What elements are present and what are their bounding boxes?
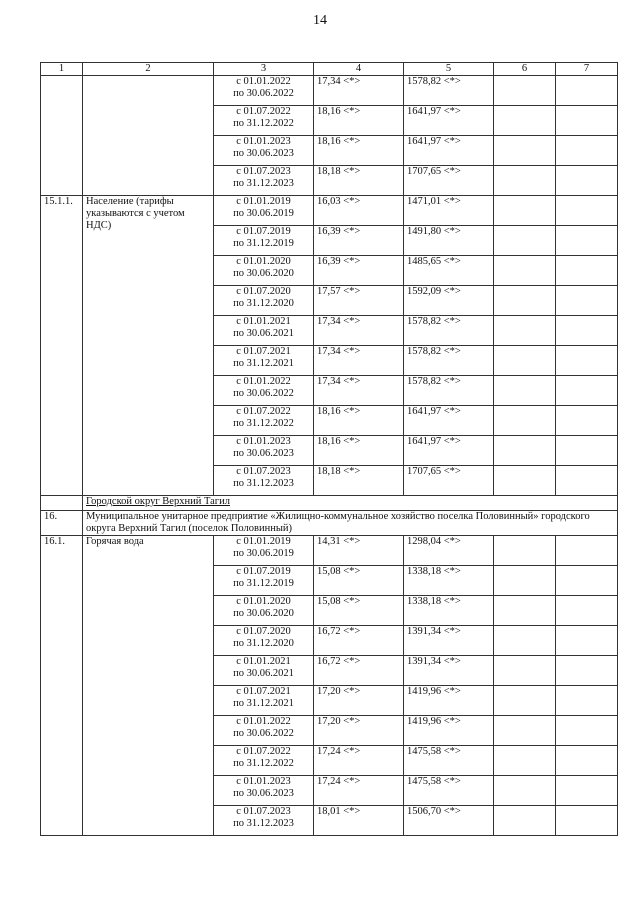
- period-cell: [214, 626, 314, 656]
- empty-number-cell: [41, 496, 83, 511]
- tariff-value-col5: 1641,97 <*>: [404, 106, 494, 136]
- empty-cell-col7: [556, 566, 618, 596]
- period-to: по 30.06.2021: [233, 328, 294, 339]
- tariff-value-col5: 1578,82 <*>: [404, 76, 494, 106]
- tariff-value-col4: 17,20 <*>: [314, 716, 404, 746]
- tariff-value-col4: 17,34 <*>: [314, 346, 404, 376]
- empty-cell-col6: [494, 656, 556, 686]
- period-from: с 01.01.2022: [236, 716, 291, 727]
- period-cell: [214, 376, 314, 406]
- empty-cell-col6: [494, 106, 556, 136]
- page-number: 14: [313, 13, 327, 28]
- period-cell: [214, 686, 314, 716]
- empty-cell-col6: [494, 536, 556, 566]
- tariff-value-col5: 1491,80 <*>: [404, 226, 494, 256]
- empty-cell-col7: [556, 436, 618, 466]
- tariff-value-col5: 1641,97 <*>: [404, 436, 494, 466]
- column-header: 4: [314, 63, 404, 76]
- period-to: по 31.12.2021: [233, 358, 294, 369]
- period-cell: [214, 596, 314, 626]
- period-to: по 31.12.2019: [233, 238, 294, 249]
- period-cell: [214, 256, 314, 286]
- empty-cell-col6: [494, 566, 556, 596]
- period-from: с 01.01.2020: [236, 596, 291, 607]
- column-header: 5: [404, 63, 494, 76]
- empty-cell-col7: [556, 536, 618, 566]
- period-from: с 01.07.2023: [236, 466, 291, 477]
- period-from: с 01.07.2022: [236, 106, 291, 117]
- tariff-value-col4: 17,57 <*>: [314, 286, 404, 316]
- table-row: [41, 196, 618, 226]
- tariff-value-col4: 18,16 <*>: [314, 436, 404, 466]
- period-from: с 01.01.2022: [236, 376, 291, 387]
- tariff-value-col4: 15,08 <*>: [314, 566, 404, 596]
- empty-cell-col6: [494, 286, 556, 316]
- period-to: по 31.12.2020: [233, 298, 294, 309]
- period-from: с 01.07.2019: [236, 226, 291, 237]
- empty-cell-col7: [556, 226, 618, 256]
- tariff-value-col5: 1506,70 <*>: [404, 806, 494, 836]
- period-from: с 01.07.2023: [236, 806, 291, 817]
- tariff-value-col4: 17,24 <*>: [314, 776, 404, 806]
- period-from: с 01.07.2023: [236, 166, 291, 177]
- period-cell: [214, 106, 314, 136]
- tariff-value-col5: 1298,04 <*>: [404, 536, 494, 566]
- tariff-value-col4: 18,01 <*>: [314, 806, 404, 836]
- tariff-table: [40, 62, 618, 836]
- tariff-value-col5: 1641,97 <*>: [404, 406, 494, 436]
- tariff-value-col5: 1592,09 <*>: [404, 286, 494, 316]
- period-from: с 01.01.2021: [236, 656, 291, 667]
- period-from: с 01.01.2022: [236, 76, 291, 87]
- empty-cell-col7: [556, 406, 618, 436]
- period-to: по 30.06.2021: [233, 668, 294, 679]
- tariff-value-col4: 17,34 <*>: [314, 316, 404, 346]
- tariff-value-col4: 18,18 <*>: [314, 466, 404, 496]
- empty-cell-col7: [556, 106, 618, 136]
- period-to: по 30.06.2023: [233, 448, 294, 459]
- period-to: по 30.06.2022: [233, 388, 294, 399]
- period-cell: [214, 286, 314, 316]
- tariff-value-col5: 1475,58 <*>: [404, 746, 494, 776]
- period-to: по 31.12.2022: [233, 418, 294, 429]
- section-title: Городской округ Верхний Тагил: [83, 496, 618, 511]
- period-cell: [214, 76, 314, 106]
- empty-cell-col6: [494, 316, 556, 346]
- period-cell: [214, 746, 314, 776]
- column-header: 1: [41, 63, 83, 76]
- empty-cell-col7: [556, 316, 618, 346]
- period-from: с 01.01.2021: [236, 316, 291, 327]
- period-from: с 01.07.2022: [236, 406, 291, 417]
- empty-cell-col6: [494, 596, 556, 626]
- tariff-value-col5: 1641,97 <*>: [404, 136, 494, 166]
- empty-cell-col7: [556, 686, 618, 716]
- period-cell: [214, 566, 314, 596]
- period-to: по 31.12.2021: [233, 698, 294, 709]
- empty-cell-col6: [494, 136, 556, 166]
- period-from: с 01.01.2023: [236, 136, 291, 147]
- empty-cell-col7: [556, 346, 618, 376]
- period-from: с 01.07.2022: [236, 746, 291, 757]
- organization-row: [41, 511, 618, 536]
- tariff-value-col4: 16,72 <*>: [314, 656, 404, 686]
- empty-cell-col6: [494, 686, 556, 716]
- period-to: по 31.12.2019: [233, 578, 294, 589]
- period-from: с 01.01.2019: [236, 536, 291, 547]
- period-to: по 31.12.2022: [233, 758, 294, 769]
- tariff-value-col5: 1338,18 <*>: [404, 596, 494, 626]
- column-header: 6: [494, 63, 556, 76]
- period-from: с 01.01.2023: [236, 436, 291, 447]
- organization-name: Муниципальное унитарное предприятие «Жилищно-коммунальное хозяйство поселка Половинный» городского округа Верхний Тагил (поселок Половинный): [83, 511, 618, 536]
- period-cell: [214, 346, 314, 376]
- period-from: с 01.01.2023: [236, 776, 291, 787]
- tariff-value-col4: 18,16 <*>: [314, 406, 404, 436]
- tariff-value-col4: 16,72 <*>: [314, 626, 404, 656]
- period-to: по 30.06.2022: [233, 728, 294, 739]
- empty-cell-col6: [494, 376, 556, 406]
- period-from: с 01.07.2020: [236, 286, 291, 297]
- tariff-value-col5: 1475,58 <*>: [404, 776, 494, 806]
- period-from: с 01.07.2021: [236, 686, 291, 697]
- period-cell: [214, 716, 314, 746]
- tariff-value-col4: 17,34 <*>: [314, 376, 404, 406]
- empty-cell-col6: [494, 436, 556, 466]
- empty-cell-col6: [494, 76, 556, 106]
- column-header: 2: [83, 63, 214, 76]
- period-from: с 01.07.2019: [236, 566, 291, 577]
- empty-cell-col6: [494, 406, 556, 436]
- tariff-value-col5: 1578,82 <*>: [404, 346, 494, 376]
- empty-cell-col6: [494, 716, 556, 746]
- empty-cell-col7: [556, 166, 618, 196]
- period-cell: [214, 536, 314, 566]
- empty-cell-col6: [494, 776, 556, 806]
- empty-cell-col7: [556, 256, 618, 286]
- empty-cell-col7: [556, 466, 618, 496]
- tariff-value-col5: 1707,65 <*>: [404, 166, 494, 196]
- empty-cell-col7: [556, 746, 618, 776]
- period-to: по 30.06.2022: [233, 88, 294, 99]
- column-header: 7: [556, 63, 618, 76]
- period-to: по 30.06.2019: [233, 208, 294, 219]
- empty-cell-col6: [494, 346, 556, 376]
- period-from: с 01.07.2020: [236, 626, 291, 637]
- period-cell: [214, 406, 314, 436]
- tariff-value-col5: 1707,65 <*>: [404, 466, 494, 496]
- period-cell: [214, 226, 314, 256]
- period-to: по 30.06.2023: [233, 788, 294, 799]
- tariff-value-col5: 1391,34 <*>: [404, 656, 494, 686]
- period-to: по 31.12.2022: [233, 118, 294, 129]
- empty-cell-col6: [494, 226, 556, 256]
- tariff-value-col5: 1485,65 <*>: [404, 256, 494, 286]
- period-from: с 01.07.2021: [236, 346, 291, 357]
- empty-cell-col7: [556, 776, 618, 806]
- table-row: [41, 536, 618, 566]
- period-to: по 31.12.2023: [233, 178, 294, 189]
- tariff-value-col5: 1419,96 <*>: [404, 716, 494, 746]
- period-cell: [214, 196, 314, 226]
- period-cell: [214, 806, 314, 836]
- tariff-value-col4: 17,34 <*>: [314, 76, 404, 106]
- empty-number-cell: [41, 76, 83, 196]
- empty-cell-col6: [494, 256, 556, 286]
- empty-cell-col7: [556, 196, 618, 226]
- empty-cell-col7: [556, 656, 618, 686]
- empty-cell-col6: [494, 806, 556, 836]
- empty-cell-col6: [494, 626, 556, 656]
- period-to: по 30.06.2020: [233, 608, 294, 619]
- tariff-value-col4: 16,03 <*>: [314, 196, 404, 226]
- period-to: по 30.06.2023: [233, 148, 294, 159]
- period-to: по 31.12.2023: [233, 818, 294, 829]
- empty-cell-col7: [556, 806, 618, 836]
- empty-cell-col7: [556, 626, 618, 656]
- period-cell: [214, 436, 314, 466]
- empty-cell-col6: [494, 166, 556, 196]
- empty-cell-col6: [494, 746, 556, 776]
- period-cell: [214, 776, 314, 806]
- row-name: Население (тарифы указываются с учетом НДС): [83, 196, 214, 496]
- row-number: 15.1.1.: [41, 196, 83, 496]
- empty-cell-col7: [556, 596, 618, 626]
- row-number: 16.: [41, 511, 83, 536]
- column-header-row: [41, 63, 618, 76]
- empty-cell-col7: [556, 136, 618, 166]
- tariff-value-col4: 17,24 <*>: [314, 746, 404, 776]
- empty-cell-col7: [556, 286, 618, 316]
- period-cell: [214, 166, 314, 196]
- tariff-value-col4: 17,20 <*>: [314, 686, 404, 716]
- table-row: [41, 76, 618, 106]
- tariff-value-col4: 16,39 <*>: [314, 256, 404, 286]
- tariff-value-col5: 1578,82 <*>: [404, 376, 494, 406]
- period-to: по 31.12.2023: [233, 478, 294, 489]
- period-to: по 30.06.2020: [233, 268, 294, 279]
- tariff-value-col5: 1419,96 <*>: [404, 686, 494, 716]
- empty-cell-col7: [556, 76, 618, 106]
- section-title-row: [41, 496, 618, 511]
- column-header: 3: [214, 63, 314, 76]
- tariff-value-col5: 1578,82 <*>: [404, 316, 494, 346]
- empty-name-cell: [83, 76, 214, 196]
- period-from: с 01.01.2019: [236, 196, 291, 207]
- tariff-value-col5: 1471,01 <*>: [404, 196, 494, 226]
- row-number: 16.1.: [41, 536, 83, 836]
- row-name: Горячая вода: [83, 536, 214, 836]
- period-cell: [214, 656, 314, 686]
- tariff-value-col5: 1338,18 <*>: [404, 566, 494, 596]
- period-cell: [214, 136, 314, 166]
- tariff-value-col4: 18,18 <*>: [314, 166, 404, 196]
- tariff-value-col4: 15,08 <*>: [314, 596, 404, 626]
- period-to: по 31.12.2020: [233, 638, 294, 649]
- period-from: с 01.01.2020: [236, 256, 291, 267]
- tariff-value-col4: 14,31 <*>: [314, 536, 404, 566]
- tariff-value-col4: 16,39 <*>: [314, 226, 404, 256]
- empty-cell-col7: [556, 376, 618, 406]
- period-to: по 30.06.2019: [233, 548, 294, 559]
- tariff-value-col5: 1391,34 <*>: [404, 626, 494, 656]
- period-cell: [214, 466, 314, 496]
- empty-cell-col7: [556, 716, 618, 746]
- tariff-value-col4: 18,16 <*>: [314, 106, 404, 136]
- period-cell: [214, 316, 314, 346]
- tariff-value-col4: 18,16 <*>: [314, 136, 404, 166]
- empty-cell-col6: [494, 196, 556, 226]
- empty-cell-col6: [494, 466, 556, 496]
